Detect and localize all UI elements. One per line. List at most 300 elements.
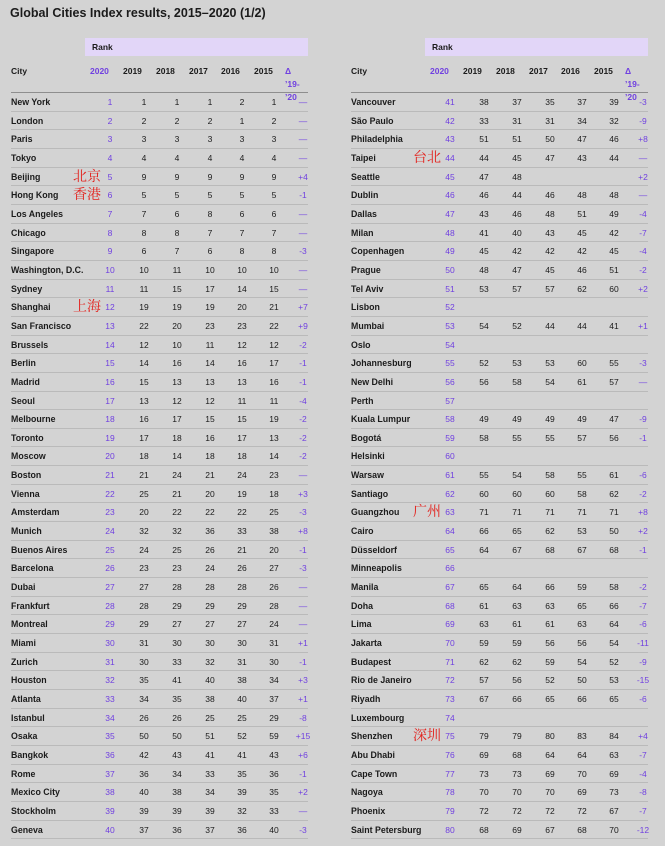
rank-2015-value: 33 (269, 805, 279, 816)
rank-2018-value: 10 (172, 339, 182, 350)
rank-2018-value: 12 (172, 395, 182, 406)
rank-change-value: -2 (299, 339, 307, 350)
rank-2017-value: 14 (205, 358, 215, 369)
rank-2018-value: 47 (512, 264, 522, 275)
rank-2017-value: 80 (545, 731, 555, 742)
rank-2017-value: 49 (545, 414, 555, 425)
rank-2020-value: 45 (445, 171, 455, 182)
column-header-city: City (351, 66, 368, 76)
rank-change-value: — (298, 600, 308, 611)
rank-2016-value: 5 (239, 190, 245, 201)
rank-2018-value: 36 (172, 824, 182, 835)
table-row (11, 149, 308, 168)
table-row (11, 709, 308, 728)
rank-2017-value: 2 (207, 115, 213, 126)
rank-2016-value: 68 (577, 824, 587, 835)
table-row (351, 168, 648, 187)
rank-2019-value: 21 (139, 470, 149, 481)
rank-2016-value: 43 (577, 152, 587, 163)
city-name: San Francisco (11, 320, 72, 331)
city-name: Istanbul (11, 712, 45, 723)
rank-2019-value: 36 (139, 768, 149, 779)
city-name: Washington, D.C. (11, 264, 84, 275)
table-row (351, 578, 648, 597)
city-name: Chicago (11, 227, 46, 238)
city-name: Prague (351, 264, 381, 275)
rank-2017-value: 59 (545, 656, 555, 667)
rank-2018-value: 24 (172, 470, 182, 481)
rank-2019-value: 1 (141, 97, 147, 107)
rank-2015-value: 48 (609, 190, 619, 201)
rank-2020-value: 46 (445, 190, 455, 201)
rank-2015-value: 69 (609, 768, 619, 779)
rank-2020-value: 79 (445, 805, 455, 816)
city-name: New York (11, 97, 51, 107)
rank-change-value: +2 (298, 787, 308, 798)
rank-2015-value: 24 (269, 619, 279, 630)
rank-2019-value: 48 (479, 264, 489, 275)
rank-2016-value: 41 (237, 749, 247, 760)
rank-change-value: +4 (298, 171, 308, 182)
rank-2015-value: 31 (269, 638, 279, 649)
rank-2018-value: 25 (172, 544, 182, 555)
table-row (351, 597, 648, 616)
rank-2016-value: 4 (239, 152, 245, 163)
table-row (351, 354, 648, 373)
city-name: Mexico City (11, 787, 60, 798)
rank-2019-value: 68 (479, 824, 489, 835)
rank-2017-value: 19 (205, 302, 215, 313)
rank-2015-value: 7 (271, 227, 277, 238)
rank-2017-value: 10 (205, 264, 215, 275)
rank-2016-value: 83 (577, 731, 587, 742)
table-body (11, 93, 311, 839)
rank-2018-value: 79 (512, 731, 522, 742)
city-name: Lisbon (351, 302, 380, 313)
rank-change-value: -4 (639, 246, 647, 257)
rank-2020-value: 21 (105, 470, 115, 481)
rank-2016-value: 13 (237, 376, 247, 387)
rank-2018-value: 16 (172, 358, 182, 369)
table-row (351, 802, 648, 821)
rank-change-value: -11 (637, 638, 649, 649)
rank-2017-value: 42 (545, 246, 555, 257)
city-name: Bangkok (11, 749, 49, 760)
rank-2019-value: 59 (479, 638, 489, 649)
table-row (351, 765, 648, 784)
rank-2019-value: 28 (139, 600, 149, 611)
rank-2019-value: 73 (479, 768, 489, 779)
table-row (11, 783, 308, 802)
rank-2020-value: 52 (445, 302, 455, 313)
rank-2020-value: 72 (445, 675, 455, 686)
city-name: Bogotá (351, 432, 382, 443)
rank-2019-value: 37 (139, 824, 149, 835)
rank-2020-value: 10 (105, 264, 115, 275)
table-row (11, 205, 308, 224)
rank-2015-value: 57 (609, 376, 619, 387)
rank-2015-value: 9 (271, 171, 277, 182)
rank-change-value: +2 (638, 283, 648, 294)
rank-header-bar (85, 38, 308, 56)
rank-change-value: -3 (299, 246, 307, 257)
rank-2019-value: 39 (139, 805, 149, 816)
city-name: Moscow (11, 451, 46, 462)
rank-2020-value: 30 (105, 638, 115, 649)
rank-2020-value: 18 (105, 414, 115, 425)
rank-2019-value: 38 (479, 97, 489, 107)
rank-2017-value: 4 (207, 152, 213, 163)
rank-2016-value: 38 (237, 675, 247, 686)
rank-2019-value: 27 (139, 582, 149, 593)
rank-2020-value: 26 (105, 563, 115, 574)
rank-2016-value: 35 (237, 768, 247, 779)
rank-2020-value: 19 (105, 432, 115, 443)
rank-change-value: — (638, 190, 648, 201)
rank-2018-value: 73 (512, 768, 522, 779)
city-name: Rome (11, 768, 36, 779)
rank-2015-value: 50 (609, 526, 619, 537)
city-name: Tokyo (11, 152, 37, 163)
table-row (11, 392, 308, 411)
table-row (351, 783, 648, 802)
rank-2019-value: 24 (139, 544, 149, 555)
rank-2018-value: 15 (172, 283, 182, 294)
rank-2020-value: 61 (445, 470, 455, 481)
rank-change-value: +2 (638, 171, 648, 182)
rank-2017-value: 67 (545, 824, 555, 835)
rank-2017-value: 57 (545, 283, 555, 294)
table-row (11, 765, 308, 784)
rank-2015-value: 66 (609, 600, 619, 611)
table-row (11, 280, 308, 299)
rank-2018-value: 53 (512, 358, 522, 369)
rank-2016-value: 25 (237, 712, 247, 723)
rank-2020-value: 39 (105, 805, 115, 816)
rank-header-label: Rank (92, 42, 113, 52)
rank-change-value: -8 (299, 712, 307, 723)
rank-2018-value: 21 (172, 488, 182, 499)
rank-2016-value: 21 (237, 544, 247, 555)
table-row (11, 522, 308, 541)
city-name: Beijing (11, 171, 41, 182)
rank-2016-value: 16 (237, 358, 247, 369)
rank-2018-value: 5 (174, 190, 180, 201)
rank-2020-value: 48 (445, 227, 455, 238)
rank-2019-value: 58 (479, 432, 489, 443)
rank-2020-value: 22 (105, 488, 115, 499)
rank-2020-value: 65 (445, 544, 455, 555)
column-header-change: Δ ’19- ’20 (625, 66, 640, 102)
rank-2019-value: 43 (479, 208, 489, 219)
rank-2019-value: 22 (139, 320, 149, 331)
rank-2018-value: 33 (172, 656, 182, 667)
rank-2017-value: 31 (545, 115, 555, 126)
city-name: Melbourne (11, 414, 56, 425)
rank-2020-value: 12 (105, 302, 115, 313)
rank-2017-value: 54 (545, 376, 555, 387)
rank-change-value: — (298, 97, 308, 107)
rank-2017-value: 72 (545, 805, 555, 816)
rank-2017-value: 29 (205, 600, 215, 611)
table-row (11, 503, 308, 522)
rank-change-value: -6 (639, 470, 647, 481)
rank-2016-value: 52 (237, 731, 247, 742)
rank-2017-value: 51 (205, 731, 215, 742)
rank-2018-value: 61 (512, 619, 522, 630)
city-name: Dallas (351, 208, 377, 219)
table-row (351, 112, 648, 131)
rank-2018-value: 34 (172, 768, 182, 779)
rank-2018-value: 11 (172, 264, 182, 275)
rank-change-value: -4 (639, 768, 647, 779)
rank-2018-value: 72 (512, 805, 522, 816)
rank-change-value: +6 (298, 749, 308, 760)
city-name: Boston (11, 470, 42, 481)
rank-2015-value: 13 (269, 432, 279, 443)
rank-2018-value: 44 (512, 190, 522, 201)
rank-2018-value: 30 (172, 638, 182, 649)
city-name: Madrid (11, 376, 40, 387)
rank-2018-value: 1 (174, 97, 180, 107)
column-header-change: Δ ’19- ’20 (285, 66, 300, 102)
rank-2020-value: 34 (105, 712, 115, 723)
city-name: Brussels (11, 339, 49, 350)
city-name: Atlanta (11, 694, 41, 704)
rank-2017-value: 7 (207, 227, 213, 238)
rank-2016-value: 19 (237, 488, 247, 499)
rank-2019-value: 29 (139, 619, 149, 630)
rank-2019-value: 50 (139, 731, 149, 742)
table-row (11, 186, 308, 205)
rank-2019-value: 55 (479, 470, 489, 481)
rank-header-label: Rank (432, 42, 453, 52)
rank-2017-value: 15 (205, 414, 215, 425)
rank-2017-value: 16 (205, 432, 215, 443)
table-row (11, 671, 308, 690)
city-name: Budapest (351, 656, 392, 667)
rank-change-value: -2 (639, 582, 647, 593)
rank-2015-value: 23 (269, 470, 279, 481)
rank-2015-value: 40 (269, 824, 279, 835)
rank-2018-value: 45 (512, 152, 522, 163)
rank-2017-value: 11 (205, 339, 215, 350)
rank-2017-value: 70 (545, 787, 555, 798)
rank-2018-value: 39 (172, 805, 182, 816)
rank-2019-value: 15 (139, 376, 149, 387)
rank-2016-value: 66 (577, 694, 587, 704)
rank-2015-value: 27 (269, 563, 279, 574)
rank-2019-value: 23 (139, 563, 149, 574)
rank-2016-value: 45 (577, 227, 587, 238)
table-row (351, 653, 648, 672)
rank-change-value: +9 (298, 320, 308, 331)
rank-2018-value: 50 (172, 731, 182, 742)
rank-change-value: -12 (636, 824, 650, 835)
table-row (351, 410, 648, 429)
rank-2015-value: 51 (609, 264, 619, 275)
rank-2018-value: 22 (172, 507, 182, 518)
table-row (351, 522, 648, 541)
rank-change-value: — (298, 264, 308, 275)
rank-2018-value: 60 (512, 488, 522, 499)
rank-2015-value: 19 (269, 414, 279, 425)
rank-change-value: -7 (639, 227, 647, 238)
rank-2020-value: 69 (445, 619, 455, 630)
column-header-2016: 2016 (561, 66, 580, 76)
city-name: Guangzhou (351, 507, 400, 518)
column-header-2015: 2015 (594, 66, 613, 76)
rank-2020-value: 9 (107, 246, 113, 257)
rank-2019-value: 41 (479, 227, 489, 238)
city-name: Riyadh (351, 694, 381, 704)
city-name: Munich (11, 526, 42, 537)
rank-2020-value: 56 (445, 376, 455, 387)
rank-2019-value: 71 (479, 507, 489, 518)
rank-2019-value: 4 (141, 152, 147, 163)
rank-2018-value: 59 (512, 638, 522, 649)
city-name: Shenzhen (351, 731, 393, 742)
rank-2015-value: 1 (271, 97, 277, 107)
rank-2016-value: 54 (577, 656, 587, 667)
city-name: Cape Town (351, 768, 398, 779)
table-row (351, 224, 648, 243)
rank-2016-value: 65 (577, 600, 587, 611)
rank-change-value: -9 (639, 656, 647, 667)
rank-2016-value: 9 (239, 171, 245, 182)
rank-2015-value: 68 (609, 544, 619, 555)
rank-2015-value: 39 (609, 97, 619, 107)
city-name: Toronto (11, 432, 44, 443)
table-row (11, 354, 308, 373)
rank-2016-value: 59 (577, 582, 587, 593)
table-row (11, 578, 308, 597)
rank-2015-value: 20 (269, 544, 279, 555)
rank-2015-value: 11 (269, 395, 279, 406)
rank-change-value: -3 (639, 97, 647, 107)
city-name: Amsterdam (11, 507, 60, 518)
rank-2017-value: 25 (205, 712, 215, 723)
rank-2020-value: 75 (445, 731, 455, 742)
city-name: Nagoya (351, 787, 383, 798)
rank-2015-value: 12 (269, 339, 279, 350)
rank-change-value: -7 (639, 805, 647, 816)
rank-2019-value: 65 (479, 582, 489, 593)
rank-2018-value: 46 (512, 208, 522, 219)
column-header-2017: 2017 (189, 66, 208, 76)
table-row (11, 447, 308, 466)
rank-2016-value: 57 (577, 432, 587, 443)
table-row (11, 429, 308, 448)
rank-2015-value: 28 (269, 600, 279, 611)
rank-change-value: -1 (639, 432, 647, 443)
rank-2015-value: 73 (609, 787, 619, 798)
rank-2016-value: 15 (237, 414, 247, 425)
rank-2019-value: 16 (139, 414, 149, 425)
rank-2020-value: 50 (445, 264, 455, 275)
rank-2017-value: 60 (545, 488, 555, 499)
rank-2018-value: 23 (172, 563, 182, 574)
rank-2019-value: 44 (479, 152, 489, 163)
rank-2019-value: 40 (139, 787, 149, 798)
rank-2019-value: 45 (479, 246, 489, 257)
rank-2015-value: 54 (609, 638, 619, 649)
rank-2015-value: 21 (269, 302, 279, 313)
rank-change-value: -1 (299, 656, 307, 667)
rank-2015-value: 56 (609, 432, 619, 443)
rank-2019-value: 25 (139, 488, 149, 499)
rank-2017-value: 40 (205, 675, 215, 686)
table-row (11, 317, 308, 336)
rank-2018-value: 37 (512, 97, 522, 107)
rank-2016-value: 11 (237, 395, 247, 406)
rank-2015-value: 29 (269, 712, 279, 723)
rank-2017-value: 28 (205, 582, 215, 593)
rank-change-value: -9 (639, 414, 647, 425)
rank-2020-value: 70 (445, 638, 455, 649)
rank-2017-value: 64 (545, 749, 555, 760)
table-row (351, 485, 648, 504)
rank-2017-value: 5 (207, 190, 213, 201)
city-name: Buenos Aires (11, 544, 68, 555)
rank-2019-value: 10 (139, 264, 149, 275)
table-row (11, 130, 308, 149)
rank-change-value: -1 (299, 544, 307, 555)
rank-change-value: -9 (639, 115, 647, 126)
rank-2016-value: 20 (237, 302, 247, 313)
rank-2016-value: 69 (577, 787, 587, 798)
rank-2016-value: 40 (237, 694, 247, 704)
table-row (11, 112, 308, 131)
rank-2016-value: 34 (577, 115, 587, 126)
rank-2020-value: 4 (107, 152, 113, 163)
rank-2016-value: 47 (577, 134, 587, 145)
rank-2016-value: 64 (577, 749, 587, 760)
table-row (351, 429, 648, 448)
rank-2020-value: 63 (445, 507, 455, 518)
rank-2017-value: 12 (205, 395, 215, 406)
table-row (11, 597, 308, 616)
rank-2017-value: 71 (545, 507, 555, 518)
rank-2018-value: 6 (174, 208, 180, 219)
table-row (351, 149, 648, 168)
rank-table-right (351, 0, 648, 846)
rank-2017-value: 58 (545, 470, 555, 481)
rank-2015-value: 42 (609, 227, 619, 238)
rank-2017-value: 30 (205, 638, 215, 649)
rank-2017-value: 36 (205, 526, 215, 537)
rank-change-value: -3 (639, 358, 647, 369)
table-row (351, 746, 648, 765)
rank-2018-value: 8 (174, 227, 180, 238)
rank-2015-value: 84 (609, 731, 619, 742)
table-row (351, 727, 648, 746)
rank-change-value: +8 (298, 526, 308, 537)
rank-2018-value: 48 (512, 171, 522, 182)
rank-change-value: -1 (299, 358, 307, 369)
city-name: Perth (351, 395, 374, 406)
rank-2020-value: 77 (445, 768, 455, 779)
city-name: Cairo (351, 526, 374, 537)
rank-2015-value: 8 (271, 246, 277, 257)
city-name: London (11, 115, 44, 126)
rank-2020-value: 42 (445, 115, 455, 126)
table-row (11, 690, 308, 709)
rank-2018-value: 29 (172, 600, 182, 611)
rank-2016-value: 10 (237, 264, 247, 275)
rank-2015-value: 47 (609, 414, 619, 425)
rank-2016-value: 3 (239, 134, 245, 145)
